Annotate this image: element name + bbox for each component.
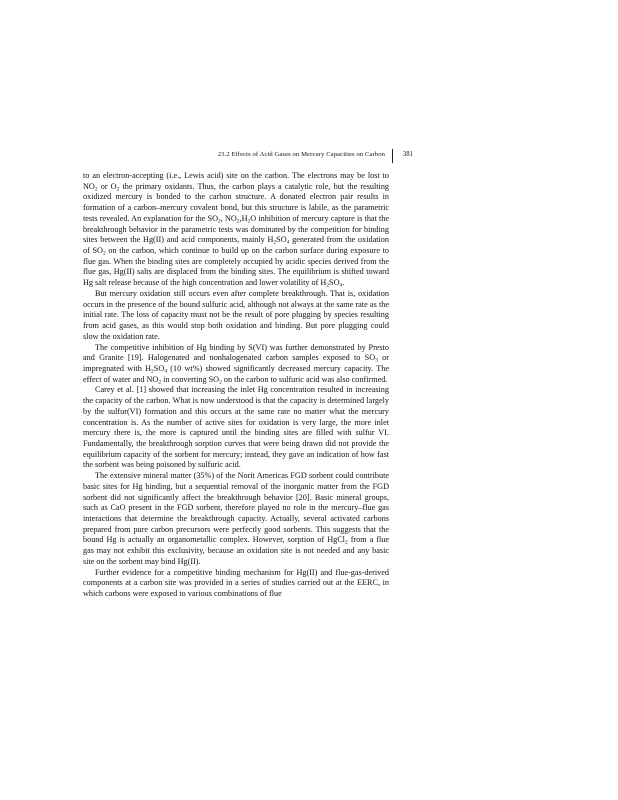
paragraph: Further evidence for a competitive binding mechanism for Hg(II) and flue-gas-derived components at a carbon site was provided in a series of studies carried out at the EERC, in which carbons were exposed to various combinations of flue [83,567,389,599]
page-number: 381 [402,151,413,158]
paragraph: to an electron-accepting (i.e., Lewis acid) site on the carbon. The electrons may be lost to $NO_2$ or $O_2$ the primary oxidants. Thus, the carbon plays a catalytic role, but the resulting oxidized mercury is bonded to the carbon structure. A donated electron pair results in formation of a carbon–mercury covalent bond, but this structure is labile, as the parametric tests revealed. An explanation for the $SO_2$, $NO_2,H_2O$ inhibition of mercury capture is that the breakthrough behavior in the parametric tests was dominated by the competition for binding sites between the Hg(II) and acid components, mainly $H_2SO_4$ generated from the oxidation of $SO_2$ on the carbon, which continue to build up on the carbon surface during exposure to flue gas. When the binding sites are completely occupied by acidic species derived from the flue gas, Hg(II) salts are displaced from the binding sites. The equilibrium is shifted toward Hg salt release because of the high concentration and lower volatility of $H_2SO_4$. [83,171,390,289]
body-text [83,171,389,600]
paragraph: The competitive inhibition of Hg binding by S(VI) was further demonstrated by Presto and Granite [19]. Halogenated and nonhalogenated carbon samples exposed to $SO_3$ or impregnated with $H_2SO_4$ (10 wt%) showed significantly decreased mercury capacity. The effect of water and $NO_2$ in converting $SO_2$ on the carbon to sulfuric acid was also confirmed. [83,342,389,386]
header-divider [392,149,393,163]
paragraph: Carey et al. [1] showed that increasing the inlet Hg concentration resulted in increasing the capacity of the carbon. What is now understood is that the capacity is determined largely by the sulfur(VI) formation and this occurs at the same rate no matter what the mercury concentration is. As the number of active sites for oxidation is very large, the more inlet mercury there is, the more is captured until the binding sites are filled with sulfur VI. Fundamentally, the breakthrough sorption curves that were being drawn did not provide the equilibrium capacity of the sorbent for mercury; instead, they gave an indication of how fast the sorbent was being poisoned by sulfuric acid. [83,385,389,470]
running-title: 23.2 Effects of Acid Gases on Mercury Capacities on Carbon [217,151,385,158]
paragraph: The extensive mineral matter (35%) of the Norit Americas FGD sorbent could contribute basic sites for Hg binding, but a sequential removal of the inorganic matter from the FGD sorbent did not significantly affect the breakthrough behavior [20]. Basic mineral groups, such as CaO present in the FGD sorbent, therefore played no role in the mercury–flue gas interactions that determine the breakthrough capacity. Actually, several activated carbons prepared from pure carbon precursors were perfectly good sorbents. This suggests that the bound Hg is actually an organometallic complex. However, sorption of HgCl$_2$ from a flue gas may not exhibit this exclusivity, because an oxidation site is not needed and any basic site on the sorbent may bind Hg(II). [83,471,389,566]
running-header [150,151,413,165]
paragraph: But mercury oxidation still occurs even after complete breakthrough. That is, oxidation occurs in the presence of the bound sulfuric acid, although not always at the same rate as the initial rate. The loss of capacity must not be the result of pore plugging by species resulting from acid gases, as this would stop both oxidation and binding. But pore plugging could slow the oxidation rate. [83,288,389,341]
